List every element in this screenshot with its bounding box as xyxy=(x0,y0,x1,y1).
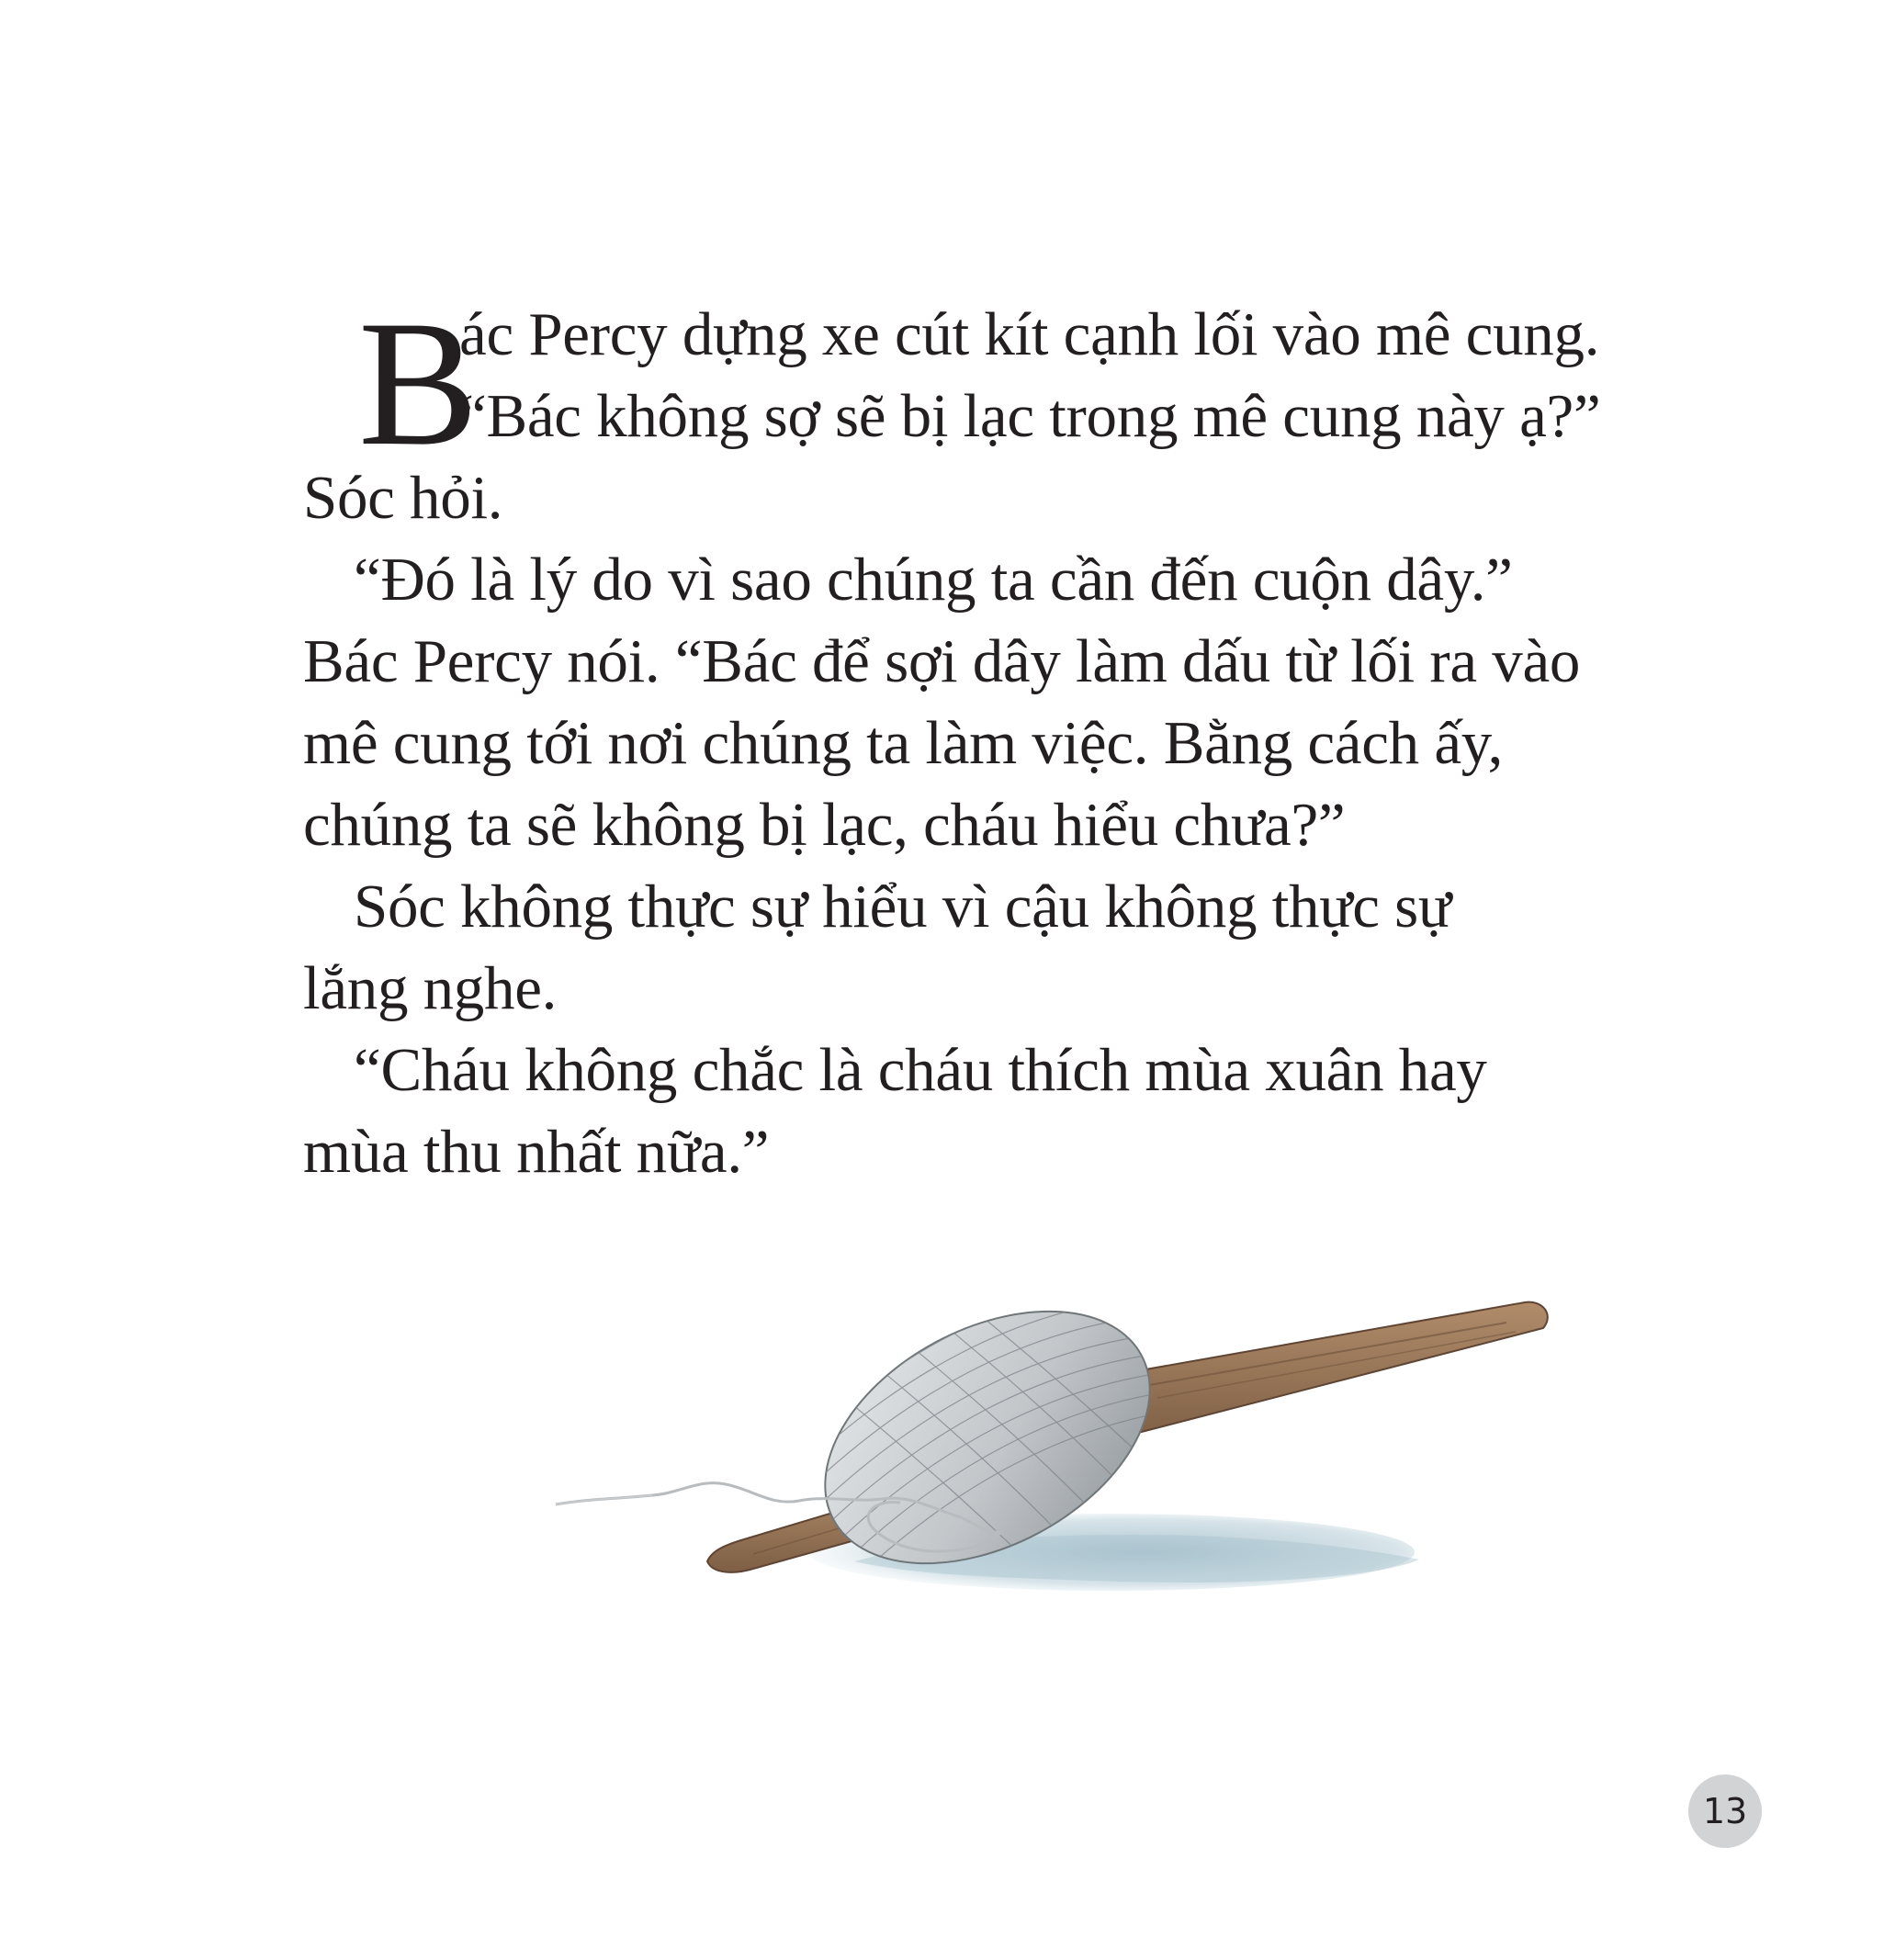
text-line-11: mùa thu nhất nữa.” xyxy=(303,1118,770,1186)
text-line-4: “Đó là lý do vì sao chúng ta cần đến cuộn dây.” xyxy=(354,546,1513,614)
page-number-badge: 13 xyxy=(1688,1774,1762,1848)
text-line-9: lắng nghe. xyxy=(303,954,558,1022)
text-line-5: Bác Percy nói. “Bác để sợi dây làm dấu từ lối ra vào xyxy=(303,627,1581,695)
text-line-1: ác Percy dựng xe cút kít cạnh lối vào mê cung. xyxy=(459,300,1600,368)
text-line-7: chúng ta sẽ không bị lạc, cháu hiểu chưa?” xyxy=(303,791,1346,859)
story-text xyxy=(303,284,1607,1193)
drop-cap: B xyxy=(358,284,479,483)
text-line-6: mê cung tới nơi chúng ta làm việc. Bằng cách ấy, xyxy=(303,709,1504,777)
ball-of-string-on-stick-icon xyxy=(551,1286,1617,1616)
opening-paragraph xyxy=(303,284,1607,483)
text-line-3: Sóc hỏi. xyxy=(303,464,503,532)
text-line-2: “Bác không sợ sẽ bị lạc trong mê cung này ạ?” xyxy=(459,382,1601,450)
text-line-10: “Cháu không chắc là cháu thích mùa xuân hay xyxy=(354,1036,1487,1104)
text-line-8: Sóc không thực sự hiểu vì cậu không thực sự xyxy=(354,873,1451,941)
